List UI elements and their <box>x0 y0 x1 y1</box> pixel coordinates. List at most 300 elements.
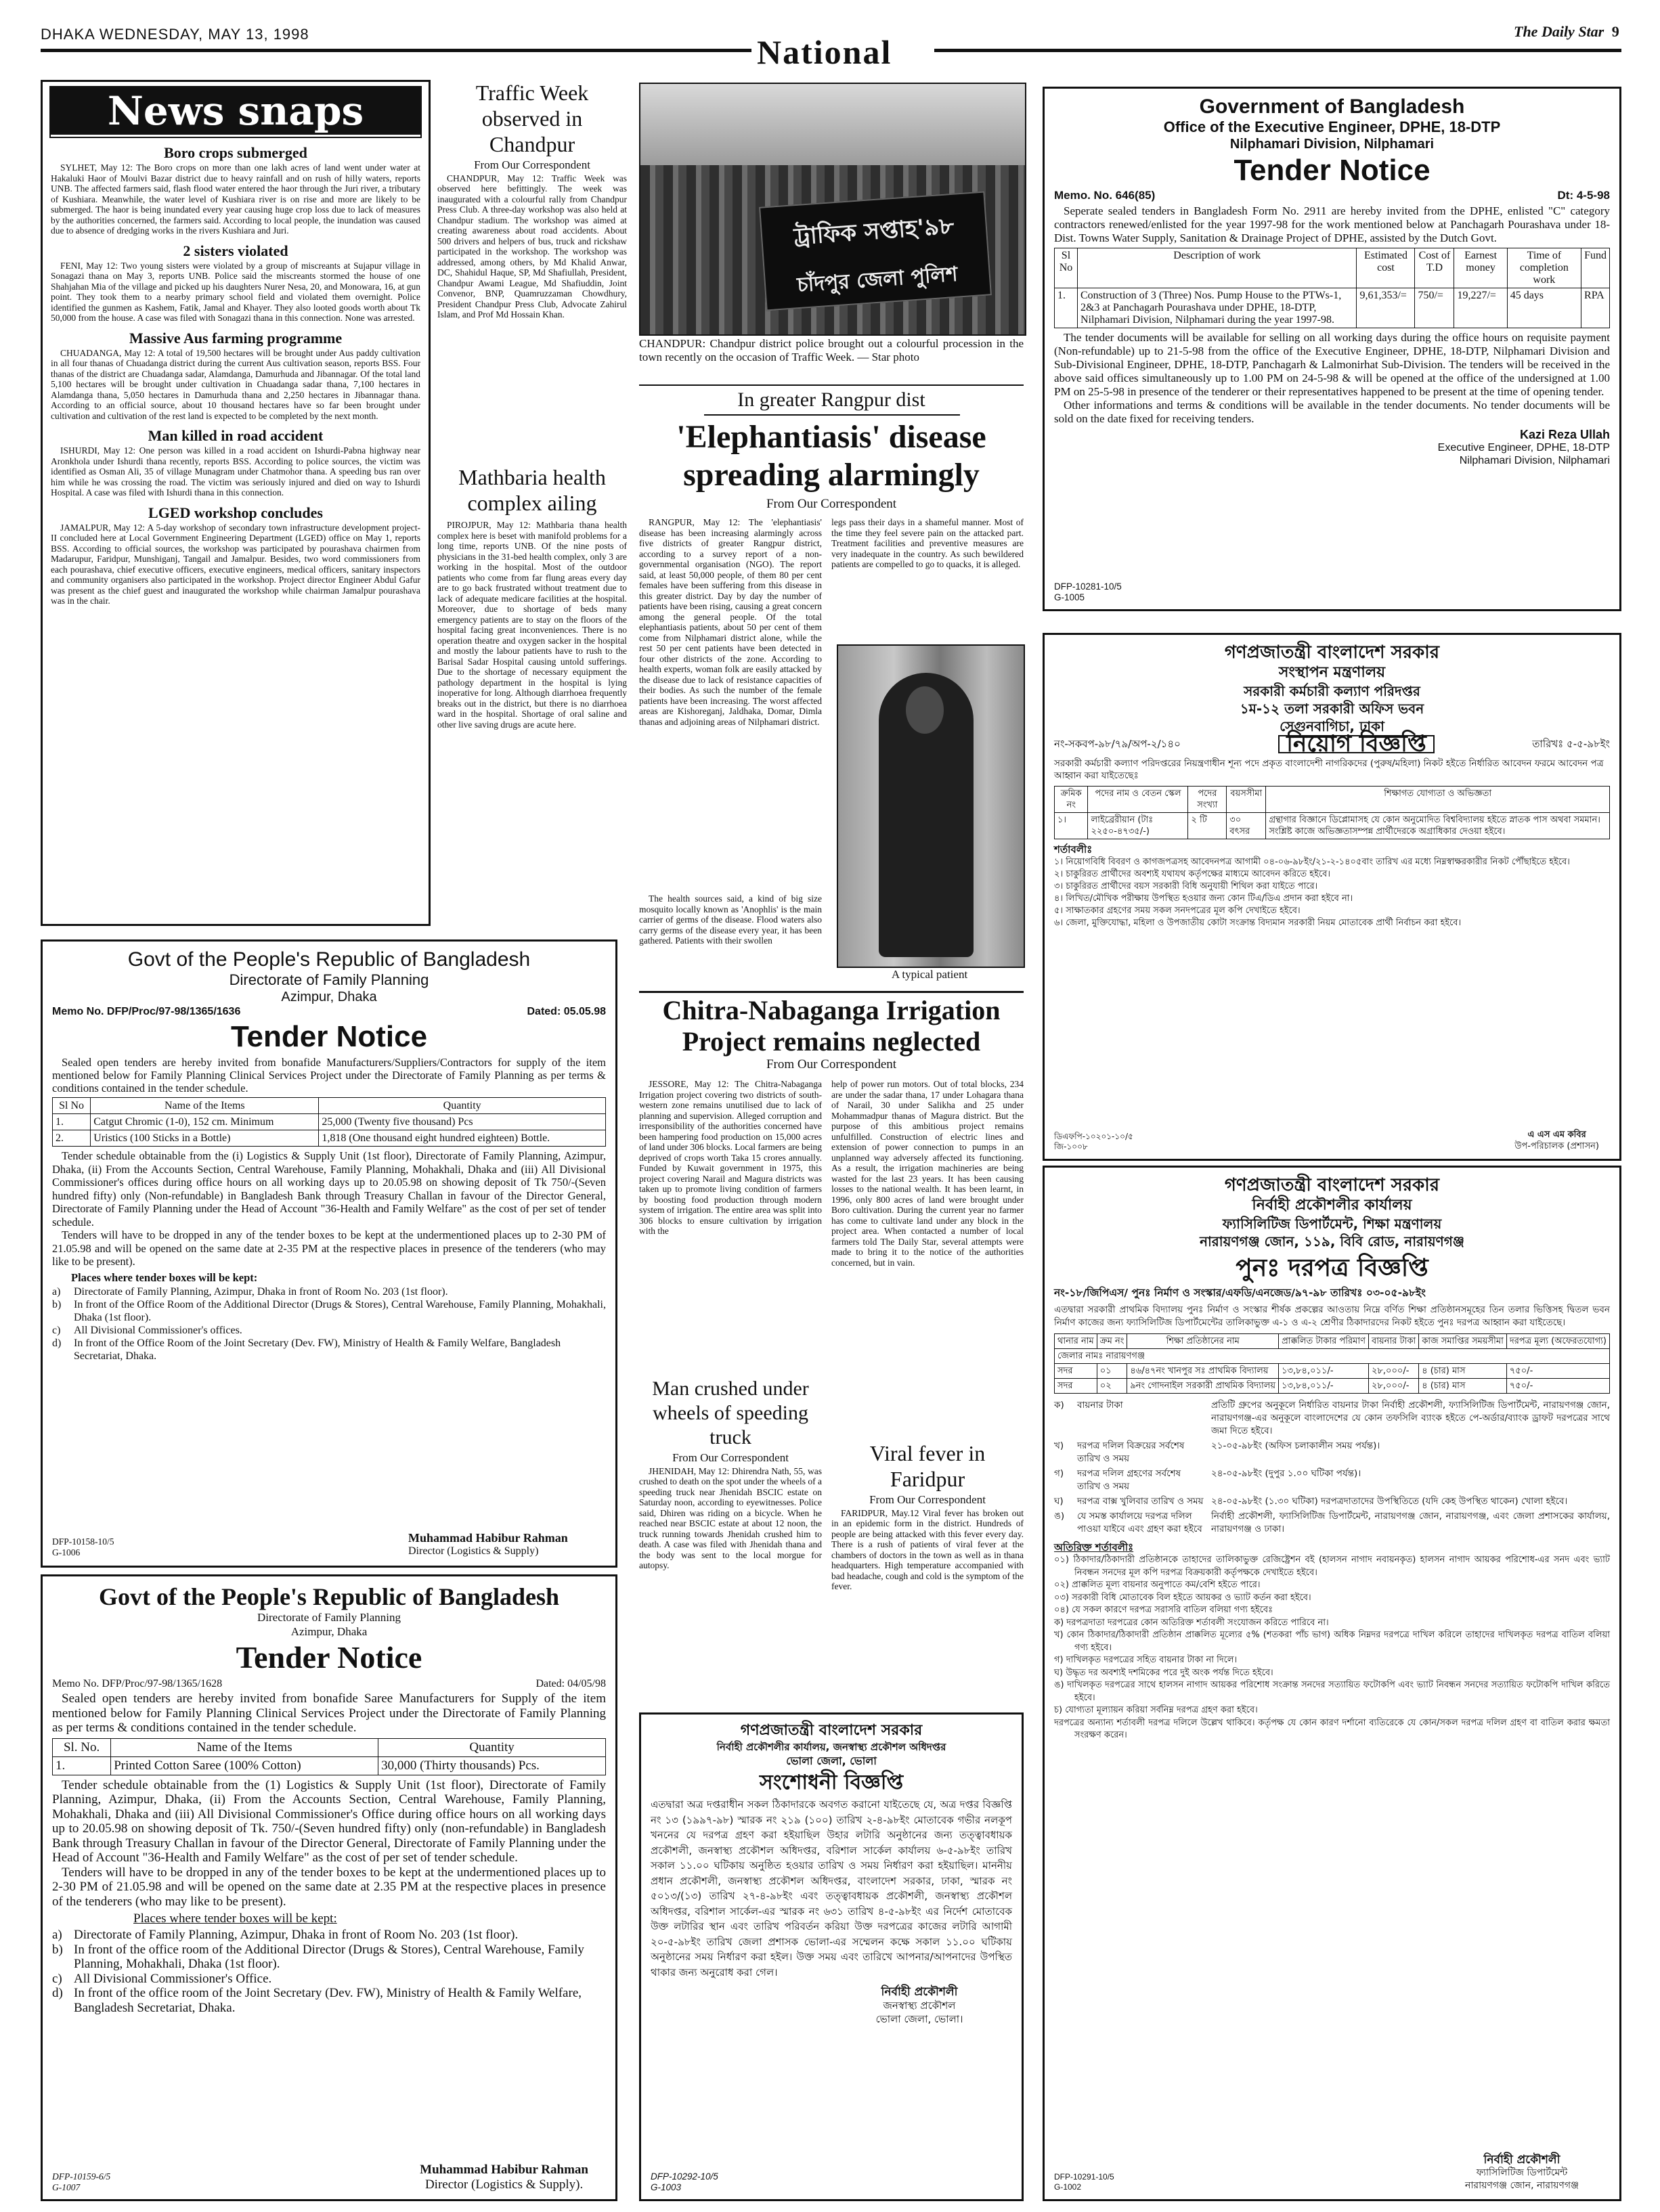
tender-fp2-box <box>41 1574 617 2201</box>
niyog-cell: ৩০ বৎসর <box>1227 813 1266 839</box>
dorpotro-extra-item: ঘ) উদ্ধৃত দর অবশ্যই দশমিকের পরে দুই অংক পর্যন্ত দিতে হইবে। <box>1054 1667 1273 1678</box>
fp1-codes <box>52 1536 114 1557</box>
masthead-rule-left <box>41 49 751 52</box>
dphe-memo: Memo. No. 646(85) <box>1054 189 1156 202</box>
dorpotro-extra-title: অতিরিক্ত শর্তাবলীঃ <box>1054 1541 1134 1553</box>
fp2-cell: 30,000 (Thirty thousands) Pcs. <box>378 1756 606 1775</box>
fp2-dept: Directorate of Family Planning <box>257 1611 401 1624</box>
niyog-term: ২। চাকুরিরত প্রার্থীদের অবশ্যই যথাযথ কর্তৃপক্ষের মাধ্যমে আবেদন করিতে হইবে। <box>1054 869 1330 879</box>
dphe-header-cell: Sl No <box>1055 248 1078 288</box>
fp2-place-text: All Divisional Commissioner's Office. <box>74 1971 272 1986</box>
fp1-title: Tender Notice <box>230 1020 428 1053</box>
dorpotro-header-cell: প্রাক্কলিত টাকার পরিমাণ <box>1279 1334 1369 1349</box>
songshodhoni-box <box>639 1712 1024 2201</box>
dphe-intro-wrap <box>1054 204 1610 245</box>
niyog-l5: সেগুনবাগিচা, ঢাকা <box>1280 718 1384 734</box>
dorpotro-clause <box>1054 1510 1610 1536</box>
dorpotro-cell: সদর <box>1055 1379 1097 1394</box>
dorpotro-clause-text: নির্বাহী প্রকৌশলী, ফ্যাসিলিটিজ ডিপার্টমেন্ট, নারায়ণগঞ্জ জোন, নারায়ণগঞ্জ, এবং জেলা প্রশাসকের কার্যালয়, নারায়ণগঞ্জ ও ঢাকা। <box>1211 1511 1610 1534</box>
dorpotro-extra-item: ০১) ঠিকাদার/ঠিকাদারী প্রতিষ্ঠানকে তাহাদের তালিকাভুক্ত রেজিষ্ট্রেশন বই (হালসন নাগাদ নবায়নকৃত) হালসন নাগাদ আয়কর পরিশোধ-এর সনদ এবং ভ্যাট নিবন্ধন সনদের মূল কপি দরপত্র বিক্রয়কারী কর্তৃপক্ষকে দেখাইতে হইবে। <box>1054 1555 1610 1578</box>
chitra-body-left: JESSORE, May 12: The Chitra-Nabaganga Irrigation project covering two districts of south-western zone remains unutilised due to lack of planning and supervision. Alleged corruption and irresponsibility of the authorities concerned have been hampering food production on 15,000 acres of land under 306 blocks. Local farmers are being deprived of crops worth Taka 15 crores annually. Funded by Kuwait government in 1975, this project covering Narail and Magura districts was taken up to promote living condition of farmers by boosting food production through modern system of irrigation. The entire area was split into 306 blocks to ensure cultivation by irrigation with the <box>639 1079 822 1236</box>
viral-fever-headline: Viral fever in Faridpur <box>869 1441 986 1491</box>
rally-photo-caption <box>639 337 1024 364</box>
dorpotro-l3: ফ্যাসিলিটিজ ডিপার্টমেন্ট, শিক্ষা মন্ত্রণালয় <box>1222 1216 1442 1232</box>
dorpotro-clause-label: যে সমস্ত কার্যালয়ে দরপত্র দলিল পাওয়া যাইবে এবং গ্রহণ করা হইবে <box>1077 1511 1202 1534</box>
fp1-date: Dated: 05.05.98 <box>527 1006 606 1017</box>
man-crushed-byline: From Our Correspondent <box>672 1451 789 1464</box>
dorpotro-extra-item: গ) দাখিলকৃত দরপত্রের সহিত বায়নার টাকা না দিলে। <box>1054 1655 1238 1665</box>
songshodhoni-signature <box>827 1985 1012 2026</box>
fp1-memo: Memo No. DFP/Proc/97-98/1365/1636 <box>52 1006 241 1017</box>
fp1-place-text: In front of the Office Room of the Additional Director (Drugs & Stores), Central Warehouse, Family Planning, Mohakhali, Dhaka (1st floor). <box>74 1298 606 1323</box>
songshodhoni-signer-place: ভোলা জেলা, ভোলা। <box>875 2013 963 2025</box>
dorpotro-codes <box>1054 2172 1114 2192</box>
dphe-header-cell: Time of completion work <box>1507 248 1581 288</box>
dorpotro-extra-item: খ) কোন ঠিকাদার/ঠিকাদারী প্রতিষ্ঠান প্রাক্কলিত মূল্যের ৫% (শতকরা পাঁচ ভাগ) অধিক নিম্নদর দরপত্রে দাখিল করিলে তাহাদের দাখিলকৃত দরপত্র বাতিল বলিয়া গণ্য হইবে। <box>1054 1630 1610 1653</box>
dateline: DHAKA WEDNESDAY, MAY 13, 1998 <box>41 26 309 43</box>
fp2-code1: DFP-10159-6/5 <box>52 2171 111 2182</box>
page-number: 9 <box>1611 23 1619 40</box>
fp1-place-key: d) <box>52 1337 62 1349</box>
fp1-place-text: All Divisional Commissioner's offices. <box>74 1324 242 1336</box>
fp1-table <box>52 1097 606 1147</box>
fp1-para2: Tenders will have to be dropped in any of the tender boxes to be kept at the undermentioned places up to 2-30 PM of 21.05.98 and will be opened on the same date at 2-35 PM at the respective places in presence of the tenderers (who may like to be present). <box>52 1229 606 1268</box>
dorpotro-memo: নং-১৮/জিপিএস/ পুনঃ নির্মাণ ও সংস্কার/এফডি/এনজেড/৯৭-৯৮ তারিখঃ ০৩-০৫-৯৮ইং <box>1054 1287 1426 1299</box>
niyog-signature <box>1514 1129 1599 1152</box>
dorpotro-clause-text: ২৪-০৫-৯৮ইং (দুপুর ১.০০ ঘটিকা পর্যন্ত)। <box>1211 1468 1361 1479</box>
dorpotro-signature <box>1465 2154 1579 2192</box>
dorpotro-clause-key: ঙ) <box>1054 1511 1065 1522</box>
fp2-title: Tender Notice <box>236 1640 422 1675</box>
fp2-cell: 1. <box>53 1756 111 1775</box>
dphe-codes <box>1054 581 1122 602</box>
niyog-terms-title: শর্তাবলীঃ <box>1054 843 1093 856</box>
fp2-code2: G-1007 <box>52 2182 81 2192</box>
fp2-place-key: c) <box>52 1971 62 1986</box>
dorpotro-extra-item: ০২) প্রাক্কলিত মূল্য বায়নার অনুপাতে কম/বেশি হইতে পারে। <box>1054 1580 1261 1590</box>
niyog-codes <box>1054 1132 1133 1152</box>
fp2-para2: Tenders will have to be dropped in any of the tender boxes to be kept at the undermentioned places up to 2-30 PM of 21.05.98 and will be opened on the same date at 2.35 PM at the respective places in presence of the tenderers (who may like to be present). <box>52 1865 606 1909</box>
fp1-cell: Catgut Chromic (1-0), 152 cm. Minimum <box>91 1114 319 1130</box>
fp2-signature <box>420 2163 588 2192</box>
rally-photo <box>639 83 1026 336</box>
songshodhoni-code2: G-1003 <box>651 2182 682 2192</box>
dphe-header-cell: Cost of T.D <box>1415 248 1454 288</box>
niyog-header-cell: শিক্ষাগত যোগ্যতা ও অভিজ্ঞতা <box>1266 787 1610 813</box>
dorpotro-cell: ০১ <box>1097 1364 1127 1379</box>
man-crushed-body: JHENIDAH, May 12: Dhirendra Nath, 55, was crushed to death on the spot under the wheels of a speeding truck near Jhenidah BSCIC estate on Saturday noon, according to eyewitnesses. Police said, Dhiren was riding on a bicycle. When he reached near BSCIC estate at about 12 noon, the truck running towards Jhenidah crushed him to death. A case was filed with Jhenidah thana and the body was sent to the local morgue for autopsy. <box>639 1465 822 1570</box>
dphe-cell: 9,61,353/= <box>1357 288 1415 328</box>
dorpotro-clause-key: ক) <box>1054 1400 1064 1411</box>
dphe-office: Office of the Executive Engineer, DPHE, 18-DTP <box>1163 118 1501 135</box>
fp1-intro: Sealed open tenders are hereby invited from bonafide Manufacturers/Suppliers/Contractors for supply of the item mentioned below for Family Planning Clinical Services Project under the Directorate of Family Planning as per terms & conditions contained in the tender schedule. <box>52 1056 606 1094</box>
niyog-cell: ২ টি <box>1188 813 1227 839</box>
fp2-para1: Tender schedule obtainable from the (1) Logistics & Supply Unit (1st floor), Directorate of Family Planning, Azimpur, Dhaka, (ii) From the Accounts Section, Central Warehouse, Family Planning, Mohakhali, Dhaka and (iii) All Divisional Commissioner's Office during office hours on all working days up to 20.05.98 on showing deposit of Tk. 750/-(Seven hundred fifty) only (non-refundable) in Bangladesh Bank through Treasury Challan in favour of the Director General, Directorate of Family Planning under the Head of Account "36-Health and Family Welfare" as the cost of per set of tender schedule. <box>52 1777 606 1865</box>
fp1-cell: 2. <box>53 1130 91 1147</box>
fp1-place-key: a) <box>52 1285 61 1298</box>
dphe-table <box>1054 248 1610 328</box>
dorpotro-header-cell: থানার নাম <box>1055 1334 1097 1349</box>
dorpotro-cell: ২৮,০০০/- <box>1368 1379 1418 1394</box>
elephantiasis-headline: 'Elephantiasis' disease spreading alarmingly <box>676 419 986 493</box>
traffic-week-story <box>437 80 627 459</box>
dorpotro-header-cell: ক্রম নং <box>1097 1334 1127 1349</box>
fp1-signer-title: Director (Logistics & Supply) <box>408 1545 539 1557</box>
dorpotro-cell: ২৮,০০০/- <box>1368 1364 1418 1379</box>
dphe-date: Dt: 4-5-98 <box>1557 189 1610 202</box>
dorpotro-clause-label: দরপত্র দলিল গ্রহণের সর্বশেষ তারিখ ও সময় <box>1077 1468 1181 1492</box>
fp1-memo-row <box>52 1005 606 1018</box>
dphe-memo-row <box>1054 189 1610 202</box>
dorpotro-header-cell: দরপত্র মূল্য (অফেরতযোগ্য) <box>1506 1334 1609 1349</box>
fp2-table-header <box>53 1738 606 1756</box>
niyog-header-cell: পদের সংখ্যা <box>1188 787 1227 813</box>
songshodhoni-l3: ভোলা জেলা, ভোলা <box>786 1754 877 1767</box>
niyog-title: নিয়োগ বিজ্ঞপ্তি <box>1278 735 1435 753</box>
dphe-cell: RPA <box>1581 288 1610 328</box>
dorpotro-clause-text: ২৪-০৫-৯৮ইং (১.৩০ ঘটিকা) দরপত্রদাতাদের উপস্থিতিতে (যদি কেহ উপস্থিত থাকেন) খোলা হইবে। <box>1211 1496 1568 1507</box>
dorpotro-clause-key: খ) <box>1054 1440 1064 1451</box>
man-crushed-story <box>639 1377 822 1695</box>
dorpotro-table-header <box>1055 1334 1610 1349</box>
fp2-places <box>52 1928 606 2015</box>
traffic-week-headline: Traffic Week observed in Chandpur <box>475 81 589 156</box>
dorpotro-cell: ৯নং গোদনাইল সরকারী প্রাথমিক বিদ্যালয় <box>1127 1379 1279 1394</box>
niyog-header-cell: ক্রমিক নং <box>1055 787 1088 813</box>
fp2-memo: Memo No. DFP/Proc/97-98/1365/1628 <box>52 1678 223 1689</box>
dorpotro-header-cell: শিক্ষা প্রতিষ্ঠানের নাম <box>1127 1334 1279 1349</box>
niyog-term: ৫। সাক্ষাতকার গ্রহণের সময় সকল সনদপত্রের মূল কপি দেখাইতে হইবে। <box>1054 906 1301 916</box>
dphe-signer-place: Nilphamari Division, Nilphamari <box>1459 455 1610 466</box>
fp2-place-key: d) <box>52 1986 63 2000</box>
niyog-cell: লাইব্রেরীয়ান (টাঃ ২২৫০-৪৭৩৫/-) <box>1088 813 1188 839</box>
niyog-signer: এ এস এম কবির <box>1527 1130 1586 1140</box>
dorpotro-clause-key: ঘ) <box>1054 1496 1064 1507</box>
fp1-paras <box>52 1149 606 1268</box>
fp2-codes <box>52 2171 110 2192</box>
news-snap-headline: Massive Aus farming programme <box>129 329 343 347</box>
fp1-cell: Uristics (100 Sticks in a Bottle) <box>91 1130 319 1147</box>
fp2-place <box>52 1928 606 1943</box>
fp2-place-text: In front of the office room of the Additional Director (Drugs & Stores), Central Warehouse, Family Planning, Mohakhali, Dhaka (1st floor). <box>74 1942 584 1971</box>
fp2-header-cell: Name of the Items <box>111 1738 378 1756</box>
viral-fever-story <box>831 1440 1024 1698</box>
fp1-place <box>52 1324 606 1337</box>
fp1-header-cell: Quantity <box>319 1098 606 1114</box>
fp2-cell: Printed Cotton Saree (100% Cotton) <box>111 1756 378 1775</box>
fp2-place <box>52 1943 606 1972</box>
dorpotro-clause-text: প্রতিটি গ্রুপের অনুকূলে নির্ধারিত বায়নার টাকা নির্বাহী প্রকৌশলী, ফ্যাসিলিটিজ ডিপার্টমেন্ট, নারায়ণগঞ্জ জোন, নারায়ণগঞ্জ-এর অনুকূলে বাংলাদেশের যে কোন তফসিলি ব্যাংক হইতে পে-অর্ডার/ব্যাংক ড্রাফট দরপত্রের সাথে জমা দিতে হইবে। <box>1211 1400 1610 1436</box>
fp1-signer: Muhammad Habibur Rahman <box>408 1531 568 1545</box>
elephantiasis-col-right-bottom <box>639 893 822 995</box>
niyog-l2: সংস্থাপন মন্ত্রণালয় <box>1278 664 1386 681</box>
mathbaria-story <box>437 464 627 938</box>
rally-banner <box>759 192 992 311</box>
masthead-rule-right <box>934 49 1621 52</box>
dphe-paras <box>1054 331 1610 426</box>
dorpotro-clause-label: বায়নার টাকা <box>1077 1400 1123 1411</box>
paper-name <box>1514 23 1619 41</box>
news-snap-headline: 2 sisters violated <box>183 242 288 259</box>
dorpotro-clause <box>1054 1495 1610 1508</box>
dphe-header-cell: Estimated cost <box>1357 248 1415 288</box>
dorpotro-signer-title: ফ্যাসিলিটিজ ডিপার্টমেন্ট <box>1476 2167 1568 2178</box>
dphe-signer: Kazi Reza Ullah <box>1519 428 1610 441</box>
songshodhoni-signer-title: জনস্বাস্থ্য প্রকৌশল <box>883 1999 956 2012</box>
fp2-table <box>52 1738 606 1775</box>
news-snaps-box <box>41 80 431 926</box>
fp1-places-title: Places where tender boxes will be kept: <box>71 1270 258 1284</box>
dorpotro-extra-item: ০৩) সরকারী বিধি মোতাবেক বিল হইতে আয়কর ও ভ্যাট কর্তন করা হইবে। <box>1054 1592 1311 1603</box>
dorpotro-cell: ৪৬/৪৭নং খানপুর সঃ প্রাথমিক বিদ্যালয় <box>1127 1364 1279 1379</box>
elephantiasis-body-left: RANGPUR, May 12: The 'elephantiasis' disease has been increasing alarmingly across five districts of greater Rangpur district, according to a survey report of a non-governmental organisation (NGO). The report said, at least 50,000 people, of them 80 per cent females have been suffering from this disease in this greater district. Day by day the number of patients have been rising, causing a great concern among the general people. Of the total elephantiasis patients, about 50 per cent of them come from Nilphamari district alone, while the rest 50 per cent patients have been detected in four other districts of the zone. According to health experts, woman folk are easily attacked by the disease due to lack of resistance capacities of their bodies. As such the number of the female patients have been increasing. The worst affected areas are Kishoreganj, Jaldhaka, Domar, Dimla thanas and adjoining areas of Nilphamari district. <box>639 517 822 727</box>
dorpotro-l2: নির্বাহী প্রকৌশলীর কার্যালয় <box>1252 1197 1412 1214</box>
fp1-place <box>52 1285 606 1298</box>
dorpotro-code2: G-1002 <box>1054 2182 1082 2192</box>
dorpotro-table-body <box>1055 1364 1610 1394</box>
dphe-org: Government of Bangladesh <box>1199 95 1465 118</box>
traffic-week-body: CHANDPUR, May 12: Traffic Week was observed here befittingly. The week was inaugurated with a colourful rally from Chandpur Press Club. A three-day workshop was also held at Chandpur stadium. The workshop was aimed at creating awareness about road accidents. About 500 drivers and helpers of bus, truck and rickshaw participated in the workshop. The workshop was addressed, among others, by Md Khalid Anwar, DC, Shahidul Haque, SP, Md Shafiullah, President, Chandpur Awami League, Md Shafiuddin, Joint Convenor, BNP, Quamruzzaman Chowdhury, President Chandpur Press Club, Advocate Zahirul Islam, and Prof Md Hossain Khan. <box>437 173 627 319</box>
dorpotro-extra-item: চ) যোগ্যতা মূল্যায়ন করিয়া সর্বনিম্ন দরপত্র গ্রহণ করা হইবে। <box>1054 1705 1258 1715</box>
dorpotro-signer: নির্বাহী প্রকৌশলী <box>1483 2153 1560 2167</box>
dphe-intro: Seperate sealed tenders in Bangladesh Form No. 2911 are hereby invited from the DPHE, enlisted "C" category contractors renewed/enlisted for the year 1997-98 for the work mentioned below at Panchagarh Pourashava under 18-Dist. Towns Water Supply, Sanitation & Drainage Project of DPHE, assisted by the Dutch Govt. <box>1054 204 1610 244</box>
news-snap-body: CHUADANGA, May 12: A total of 19,500 hectares will be brought under Aus paddy cultivation in all four thanas of Chuadanga district during the current Aus cultivation season, reports BSS. Four thanas of the district are Chuadanga sadar, Alamdanga, Damurhuda and Jibannagar. Of the total land 5,100 hectares will be brought under cultivation in Chuadanga sadar thana, 7,100 hectares in Alamdanga thana, 5,050 hectares in Damurhuda thana and 2,250 hectares in Jibannagar thana. According to an official source, about 10 thousand hectares have so far been brought under cultivation and cultivation of the rest land is expected to be completed by the next month. <box>51 347 420 421</box>
news-snap-body: ISHURDI, May 12: One person was killed in a road accident on Ishurdi-Pabna highway near Aronkhola under Ishurdi thana recently, reports BSS. According to police sources, the victim was identified as Osman Ali, 35 of village Munagram under Chatmohor thana. A speeding bus ran over him while he was crossing the road. The victim was seriously injured and died on way to Ishurdi Hospital. A case was filed with Ishurdi thana in this connection. <box>51 445 420 497</box>
dorpotro-extra-item: দরপত্রের অন্যান্য শর্তাবলী দরপত্র দলিলে উল্লেখ থাকিবে। কর্তৃপক্ষ যে কোন কারণ দর্শানো ব্যতিরেকে যে কোন/সকল দরপত্র দলিল গ্রহণ বা বাতিল করার ক্ষমতা সংরক্ষণ করেন। <box>1054 1717 1610 1740</box>
dorpotro-district-row <box>1055 1349 1610 1364</box>
fp2-place-key: a) <box>52 1928 62 1942</box>
dphe-para1: The tender documents will be available for selling on all working days during the office hours on requisite payment (Non-refundable) up to 21-5-98 from the office of the Executive Engineer, DPHE, 18-DTP, Nilphamari Division and Sub-Divisional Engineer, DPHE, 18-DTP, Panchagarh & Lalmonirhat Sub-Division. The tenders will be received in the above said offices simultaneously up to 1.00 PM on 24-5-98 & will be opened at the office of the undersigned at 1.00 PM on 25-5-98 in presence of the tenderer or their representatives happened to be present at the time of opening tender. <box>1054 331 1610 398</box>
fp2-signer: Muhammad Habibur Rahman <box>420 2163 588 2177</box>
niyog-l1: গণপ্রজাতন্ত্রী বাংলাদেশ সরকার <box>1224 642 1440 663</box>
dorpotro-clause-key: গ) <box>1054 1468 1064 1479</box>
viral-fever-byline: From Our Correspondent <box>869 1493 986 1506</box>
fp1-code2: G-1006 <box>52 1547 81 1557</box>
fp2-place-text: In front of the office room of the Joint Secretary (Dev. FW), Ministry of Health & Family Welfare, Bangladesh Secretariat, Dhaka. <box>74 1986 582 2015</box>
news-snap-headline: Man killed in road accident <box>148 427 324 444</box>
niyog-term: ৩। চাকুরিরত প্রার্থীদের বয়স সরকারী বিধি অনুযায়ী শিথিল করা যাইতে পারে। <box>1054 881 1318 891</box>
dorpotro-signer-place: নারায়ণগঞ্জ জোন, নারায়ণগঞ্জ <box>1464 2180 1579 2191</box>
dphe-para2: Other informations and terms & conditions will be available in the tender documents. No tender documents will be sold on the date fixed for receiving tenders. <box>1054 399 1610 425</box>
dorpotro-intro: এতদ্বারা সরকারী প্রাথমিক বিদ্যালয় পুনঃ নির্মাণ ও সংস্কার শীর্ষক প্রকল্পের আওতায় নিম্নে বর্ণিত শিক্ষা প্রতিষ্ঠানসমূহের তিন তলার ভিত্তিসহ দ্বিতল ভবন নির্মাণ কাজের জন্য ফ্যাসিলিটিজ ডিপার্টমেন্টের তালিকাভুক্ত এ-১ ও এ-২ শ্রেণীর ঠিকাদারদের নিকট হইতে পুনঃ দরপত্র আহ্বান করা যাইতেছে। <box>1054 1304 1610 1328</box>
niyog-table <box>1054 786 1610 839</box>
fp1-cell: 25,000 (Twenty five thousand) Pcs <box>319 1114 606 1130</box>
dphe-table-row <box>1055 288 1610 328</box>
niyog-header-cell: বয়সসীমা <box>1227 787 1266 813</box>
mathbaria-body: PIROJPUR, May 12: Mathbaria thana health complex here is beset with manifold problems for a long time, reports UNB. Of the nine posts of physicians in the 31-bed health complex, only 3 are working in the hospital. Most of the outdoor patients who come from far flung areas every day are to go back frustrated without treatment due to lack of adequate medicare facilities at the hospital. Moreover, due to shortage of beds many emergency patients are to stay on the floors of the hospital facing great inconveniences. There is no operation theatre and oxygen sacker in the hospital and mostly the labour patients have to rush to the Barisal Sadar Hospital causing untold sufferings. Due to the shortage of necessary equipment the pathology department in the hospital is lying inoperative for long. Although diarrhoea frequently breaks out in the district, but there is no diarrhoea ward in the hospital. Shortage of oral saline and other live saving drugs are acute here. <box>437 520 627 730</box>
fp2-intro: Sealed open tenders are hereby invited from bonafide Saree Manufacturers for Supply of the item mentioned below for Family Planning Clinical Services Project under the Directorate of Family Planning as per terms & conditions contained in the tender schedule. <box>52 1691 606 1735</box>
dphe-header-cell: Description of work <box>1077 248 1357 288</box>
fp1-org: Govt of the People's Republic of Bangladesh <box>127 948 531 971</box>
fp1-place-key: c) <box>52 1324 61 1336</box>
tender-fp1-box <box>41 939 617 1568</box>
fp2-places-title: Places where tender boxes will be kept: <box>133 1911 337 1926</box>
dorpotro-clause <box>1054 1440 1610 1465</box>
songshodhoni-l2: নির্বাহী প্রকৌশলীর কার্যালয়, জনস্বাস্থ্য প্রকৌশল অধিদপ্তর <box>716 1741 946 1753</box>
fp1-places <box>52 1285 606 1363</box>
fp1-cell: 1. <box>53 1114 91 1130</box>
elephantiasis-body-right: legs pass their days in a shameful manner. Most of the time they feel severe pain on the attacked part. Treatment facilities and preventive measures are very inadequate in the country. As such bewildered patients are compelled to go to quacks, it is alleged. <box>831 517 1024 569</box>
fp1-intro-wrap <box>52 1056 606 1094</box>
dorpotro-extra-item: ঙ) দাখিলকৃত দরপত্রের সাথে হালসন নাগাদ আয়কর পরিশোধ সংক্রান্ত সনদের সত্যায়িত ফটোকপি এবং ভ্যাট নিবন্ধন সনদের সত্যায়িত ফটোকপি দাখিল করিতে হইবে। <box>1054 1680 1610 1703</box>
fp1-place <box>52 1337 606 1363</box>
dorpotro-cell: ০২ <box>1097 1379 1127 1394</box>
fp2-table-row <box>53 1756 606 1775</box>
fp1-place-key: b) <box>52 1298 62 1310</box>
fp2-place <box>52 1986 606 2015</box>
chitra-headline: Chitra-Nabaganga Irrigation Project remains neglected <box>662 995 1001 1057</box>
niyog-date: তারিখঃ ৫-৫-৯৮ইং <box>1532 738 1610 750</box>
elephantiasis-top-rule <box>639 384 1024 386</box>
fp1-cell: 1,818 (One thousand eight hundred eighteen) Bottle. <box>319 1130 606 1147</box>
niyog-term: ৬। জেলা, মুক্তিযোদ্ধা, মহিলা ও উপজাতীয় কোটা সংক্রান্ত বিদ্যমান সরকারী নিয়ম মোতাবেক প্রার্থী নির্বাচন করা হইবে। <box>1054 918 1462 928</box>
dphe-signer-title: Executive Engineer, DPHE, 18-DTP <box>1437 442 1610 454</box>
niyog-term: ৪। লিখিত/মৌখিক পরীক্ষায় উপস্থিত হওয়ার জন্য কোন টিএ/ডিএ প্রদান করা হইবে না। <box>1054 893 1353 904</box>
dorpotro-cell: ১৩,৮৪,০১১/- <box>1279 1364 1369 1379</box>
dphe-header-cell: Earnest money <box>1454 248 1507 288</box>
traffic-week-byline: From Our Correspondent <box>474 158 590 171</box>
dphe-cell: 45 days <box>1507 288 1581 328</box>
dorpotro-cell: ৭৫০/- <box>1506 1379 1609 1394</box>
niyog-cell: গ্রন্থাগার বিজ্ঞানে ডিপ্লোমাসহ যে কোন অনুমোদিত বিশ্ববিদ্যালয় হইতে স্নাতক পাস অথবা সমমান। সংশ্লিষ্ট কাজে অভিজ্ঞতাসম্পন্ন প্রার্থীদেরকে অগ্রাধিকার দেওয়া হইবে। <box>1266 813 1610 839</box>
fp2-place-text: Directorate of Family Planning, Azimpur, Dhaka in front of Room No. 203 (1st floor). <box>74 1928 519 1942</box>
chitra-body-right: help of power run motors. Out of total blocks, 234 are under the sadar thana, 17 under Lohagara thana of Narail, 30 under Salikha and 25 under Mohammadpur thanas of Magura district. But the purpose of this ambitious project remains unfulfilled. Construction of electric lines and extension of power connection to pumps in an unplanned way adversely affected its functioning. As a result, the irrigation machineries are being wasted for the last 23 years. It has been causing losses to the national wealth. It has been learnt, in 1996, only 800 acres of land were brought under Boro cultivation. During the current year no farmer has come to cultivate land under any block in the project area. When contacted a number of local farmers told The Daily Star, several attempts were made to bring it to the notice of the authorities concerned, but in vain. <box>831 1079 1024 1268</box>
fp1-place <box>52 1298 606 1324</box>
fp1-place: Azimpur, Dhaka <box>281 990 377 1004</box>
dphe-code2: G-1005 <box>1054 592 1085 602</box>
rally-banner-line2: চাঁদপুর জেলা পুলিশ <box>796 262 959 298</box>
fp2-place: Azimpur, Dhaka <box>290 1625 368 1638</box>
dphe-cell: Construction of 3 (Three) Nos. Pump House to the PTWs-1, 2&3 at Panchagarh Pourashava under DPHE, 18-DTP, Nilphamari Division, Nilphamari during the year 1997-98. <box>1077 288 1357 328</box>
dorpotro-extra-item: ক) দরপত্রদাতা দরপত্রের কোন অতিরিক্ত শর্তাবলী সংযোজন করিতে পারিবে না। <box>1054 1617 1329 1628</box>
dphe-header-cell: Fund <box>1581 248 1610 288</box>
viral-fever-body: FARIDPUR, May.12 Viral fever has broken out in an epidemic form in the district. Hundreds of people are being attacked with this fever every day. There is a rush of patients of viral fever at the chambers of doctors in the town as well as in thana headquarters. High temperature accompanied with bad headache, cough and cold is the symptom of the fever. <box>831 1507 1024 1591</box>
dphe-table-header <box>1055 248 1610 288</box>
news-snaps-items <box>51 143 420 606</box>
news-snap-headline: LGED workshop concludes <box>148 504 323 521</box>
fp2-signer-title: Director (Logistics & Supply). <box>424 2177 584 2192</box>
tender-dphe-box <box>1043 87 1621 611</box>
dphe-cell: 750/= <box>1415 288 1454 328</box>
fp2-paras <box>52 1778 606 1909</box>
dorpotro-extra <box>1054 1554 1610 1742</box>
fp1-place-text: Directorate of Family Planning, Azimpur, Dhaka in front of Room No. 203 (1st floor). <box>74 1285 448 1298</box>
rally-banner-line1: ট্রাফিক সপ্তাহ'৯৮ <box>793 212 955 251</box>
dorpotro-cell: ৪ (চার) মাস <box>1419 1364 1507 1379</box>
section-title: National <box>757 33 892 71</box>
elephantiasis-kicker-rule <box>704 414 960 416</box>
niyog-table-row <box>1055 813 1610 839</box>
fp2-intro-wrap <box>52 1691 606 1735</box>
niyog-intro: সরকারী কর্মচারী কল্যাণ পরিদপ্তরের নিয়ন্ত্রণাধীন শূন্য পদে প্রকৃত বাংলাদেশী নাগরিকদের (পুরুষ/মহিলা) নিকট হইতে নির্ধারিত আবেদন ফরমে আবেদন পত্র আহ্বান করা যাইতেছেঃ <box>1054 758 1604 781</box>
dorpotro-clause-label: দরপত্র দলিল বিক্রয়ের সর্বশেষ তারিখ ও সময় <box>1077 1440 1185 1464</box>
dorpotro-header-cell: বায়নার টাকা <box>1368 1334 1418 1349</box>
songshodhoni-codes <box>651 2171 718 2192</box>
dorpotro-cell: ৭৫০/- <box>1506 1364 1609 1379</box>
dorpotro-box <box>1043 1166 1621 2201</box>
niyog-box <box>1043 633 1621 1161</box>
patient-face <box>906 686 944 734</box>
dorpotro-cell: ৪ (চার) মাস <box>1419 1379 1507 1394</box>
elephantiasis-byline: From Our Correspondent <box>766 497 897 511</box>
dorpotro-title: পুনঃ দরপত্র বিজ্ঞপ্তি <box>1236 1254 1428 1282</box>
rally-caption-text: CHANDPUR: Chandpur district police brought out a colourful procession in the town recently on the occasion of Traffic Week. — Star photo <box>639 337 1024 363</box>
paper-name-text: The Daily Star <box>1514 23 1604 40</box>
fp1-code1: DFP-10158-10/5 <box>52 1536 114 1547</box>
niyog-cell: ১। <box>1055 813 1088 839</box>
man-crushed-headline: Man crushed under wheels of speeding truck <box>652 1377 809 1448</box>
fp1-signature <box>408 1532 568 1557</box>
fp2-place <box>52 1972 606 1987</box>
news-snap-body: SYLHET, May 12: The Boro crops on more than one lakh acres of land went under water at Hakaluki Haor of Moulvi Bazar district due to heavy rainfall and on rush of hilly waters, reports UNB. The affected farmers said, flash flood water entered the haor through the Juri river, a tributary of Kushiara. Meanwhile, the water level of Kushiara river is on rise and more are likely to be submerged. The haor is being inundated every year causing huge crop loss due to lack of measures by the authorities concerned, the farmers said. According to local people, the inundation was caused due to absence of dredging works in the rivers Kushiara and Juri. <box>51 162 420 236</box>
dorpotro-cell: সদর <box>1055 1364 1097 1379</box>
chitra-col-right <box>831 1079 1024 1417</box>
fp2-header-cell: Quantity <box>378 1738 606 1756</box>
dphe-code1: DFP-10281-10/5 <box>1054 581 1122 592</box>
elephantiasis-body-bottom: The health sources said, a kind of big size mosquito locally known as 'Anophlis' is the main carrier of germs of the disease. Flood waters also carry germs of the disease every year, it has been gathered. Patients with their swollen <box>639 893 822 946</box>
fp1-para1: Tender schedule obtainable from the (i) Logistics & Supply Unit (1st floor), Directorate of Family Planning, Azimpur, Dhaka, (ii) From the Accounts Section, Central Warehouse, Family Planning, Mohakhali, Dhaka and (iii) All Divisional Commissioner's offices during office hours on all working days up to 20.05.98 on showing deposit of Tk 750/-(Seven hundred fifty) only (Non-refundable) in Bangladesh Bank through Treasury Challan in favour of the Director General, Directorate of Family Planning under the Head of Account "36-Health and Family Welfare" as the cost of per set of tender schedule. <box>52 1149 606 1229</box>
dphe-cell: 19,227/= <box>1454 288 1507 328</box>
niyog-term: ১। নিয়োগবিধি বিবরণ ও কাগজপত্রসহ আবেদনপত্র আগামী ০৪-০৬-৯৮ইং/২১-২-১৪০৫বাং তারিখ এর মধ্যে নিম্নস্বাক্ষরকারীর নিকট পৌঁছাইতে হইবে। <box>1054 857 1570 867</box>
fp1-dept: Directorate of Family Planning <box>229 971 429 988</box>
niyog-title-row <box>1054 730 1610 757</box>
dorpotro-clauses <box>1054 1399 1610 1536</box>
dorpotro-l1: গণপ্রজাতন্ত্রী বাংলাদেশ সরকার <box>1224 1175 1440 1195</box>
songshodhoni-signer: নির্বাহী প্রকৌশলী <box>881 1985 958 1999</box>
songshodhoni-title: সংশোধনী বিজ্ঞপ্তি <box>759 1771 904 1794</box>
niyog-signer-title: উপ-পরিচালক (প্রশাসন) <box>1514 1141 1599 1151</box>
patient-photo <box>837 644 1025 968</box>
niyog-code1: ডিএফপি-১০২০১-১০/৫ <box>1054 1132 1133 1141</box>
fp2-header-cell: Sl. No. <box>53 1738 111 1756</box>
news-snaps-title: News snaps <box>51 87 420 137</box>
fp2-place-key: b) <box>52 1942 63 1957</box>
elephantiasis-col-right-top <box>831 517 1024 639</box>
fp1-table-header <box>53 1098 606 1114</box>
dphe-division: Nilphamari Division, Nilphamari <box>1229 137 1435 152</box>
elephantiasis-kicker: In greater Rangpur dist <box>737 389 925 411</box>
news-snap-body: FENI, May 12: Two young sisters were violated by a group of miscreants at Sujapur village in Sonagazi thana on May 3, reports UNB. Police said the miscreants stormed the house of one Shahjahan Mia of the village and picked up his daughters Nurer Nesa, 20, and Monowara, 16, at gun point. They took them to a nearby primary school field and violated them overnight. Police identified the gunmen as Kashem, Fatik, Jamal and Khayer. They also looted goods worth about Tk 50,000 from the house. A case was filed with Sonagazi thana in this connection. None was arrested. <box>51 260 420 323</box>
dorpotro-clause-text: ২১-০৫-৯৮ইং (অফিস চলাকালীন সময় পর্যন্ত)। <box>1211 1440 1380 1451</box>
niyog-memo: নং-সকবপ-৯৮/৭৯/অপ-২/১৪০ <box>1054 738 1181 750</box>
dphe-title: Tender Notice <box>1233 154 1430 187</box>
songshodhoni-code1: DFP-10292-10/5 <box>651 2171 718 2182</box>
dorpotro-row <box>1055 1364 1610 1379</box>
news-snap-headline: Boro crops submerged <box>164 144 307 161</box>
dorpotro-row <box>1055 1379 1610 1394</box>
patient-caption: A typical patient <box>891 968 968 981</box>
dorpotro-district: জেলার নামঃ নারায়ণগঞ্জ <box>1055 1349 1610 1364</box>
chitra-byline: From Our Correspondent <box>766 1057 897 1071</box>
dorpotro-cell: ১৩,৮৪,০১১/- <box>1279 1379 1369 1394</box>
niyog-l4: ১ম-১২ তলা সরকারী অফিস ভবন <box>1240 701 1424 717</box>
fp1-table-body <box>53 1114 606 1147</box>
fp1-header-cell: Name of the Items <box>91 1098 319 1114</box>
dphe-cell: 1. <box>1055 288 1078 328</box>
niyog-code2: জি-১০০৮ <box>1054 1142 1088 1151</box>
dorpotro-clause <box>1054 1467 1610 1493</box>
fp1-header-cell: Sl No <box>53 1098 91 1114</box>
fp2-org: Govt of the People's Republic of Bangladesh <box>98 1583 560 1610</box>
dorpotro-extra-item: ০৪) যে সকল কারণে দরপত্র সরাসরি বাতিল বলিয়া গণ্য হইবেঃ <box>1054 1605 1273 1615</box>
fp1-row <box>53 1114 606 1130</box>
fp2-memo-row <box>52 1677 606 1691</box>
fp1-row <box>53 1130 606 1147</box>
mathbaria-headline: Mathbaria health complex ailing <box>458 465 606 515</box>
niyog-terms <box>1054 856 1610 929</box>
niyog-table-header <box>1055 787 1610 813</box>
news-snap-body: JAMALPUR, May 12: A 5-day workshop of secondary town infrastructure development project-II concluded here at Local Government Engineering Department (LGED) office on May 1, reports BSS. According to official sources, the workshop was participated by pourashava chairmen from Madarupur, Faridpur, Munshiganj, Tangail and Jamalpur. Besides, two word commissioners from each pourashava, chief executive officers, executive engineers, medical officers, sanitary inspectors and community organisers also participated in the workshop. Project director Engineer Abdul Gafur was present as the chief guest and inaugurated the workshop while chairman Jamalpur pourashava was in the chair. <box>51 522 420 606</box>
